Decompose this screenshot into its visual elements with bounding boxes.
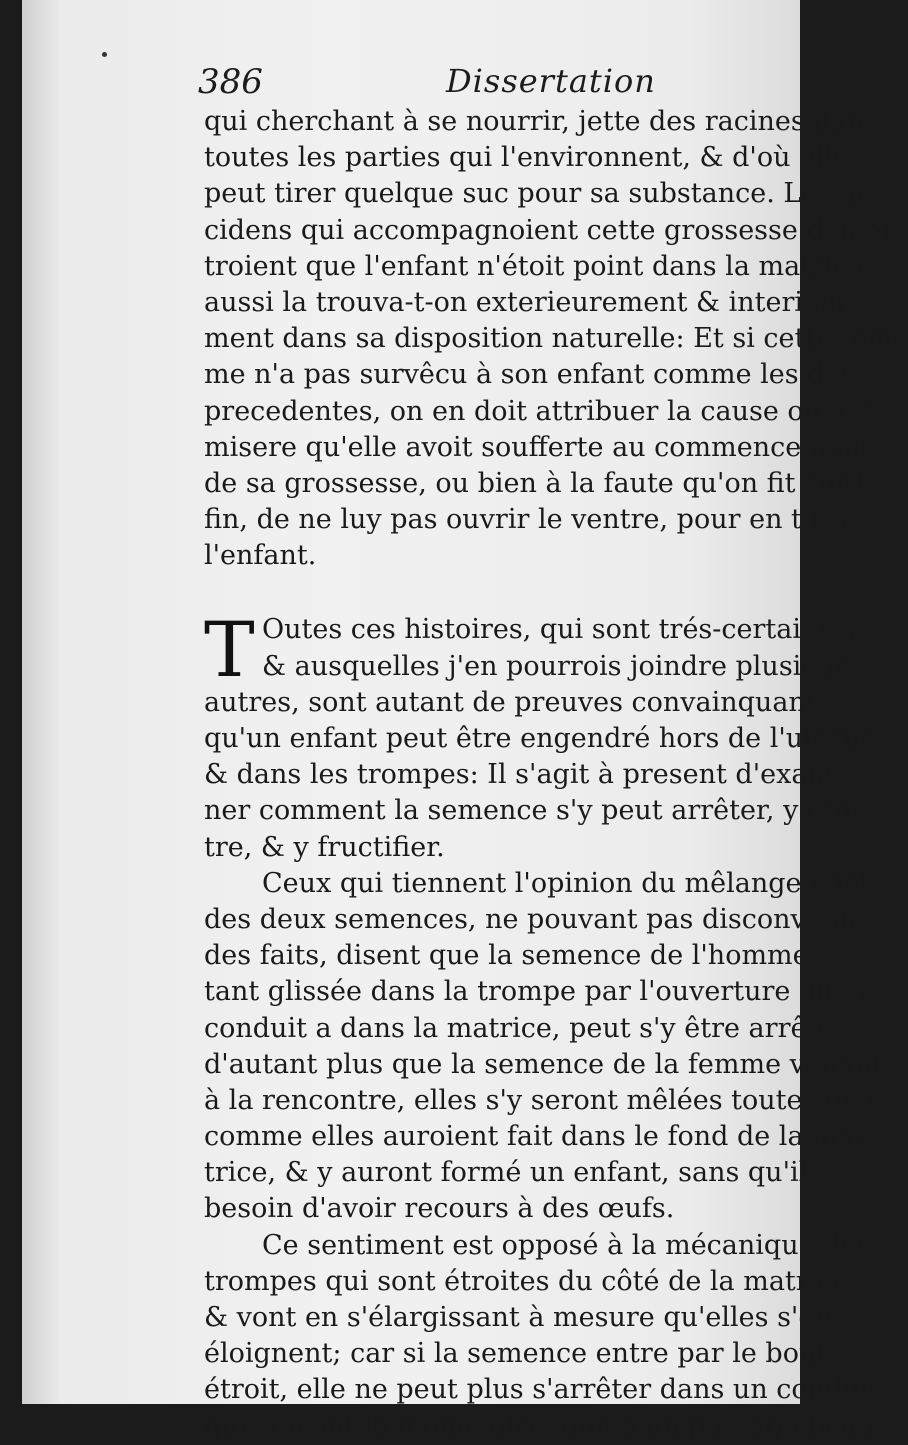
- text-line: misere qu'elle avoit soufferte au commencement: [204, 431, 872, 463]
- ink-spot: [102, 52, 107, 57]
- paragraph-2: [204, 605, 883, 865]
- text-line: trompes qui sont étroites du côté de la matrice,: [204, 1265, 858, 1297]
- text-line: de sa grossesse, ou bien à la faute qu'on fit sur la: [204, 467, 882, 499]
- text-line: Ce sentiment est opposé à la mécanique des: [262, 1229, 871, 1261]
- paragraph-4: [204, 1228, 888, 1445]
- paragraph-1: [204, 104, 908, 574]
- text-line: toutes les parties qui l'environnent, & d'où elle: [204, 142, 849, 174]
- text-line: peut tirer quelque suc pour sa substance. Les ac-: [204, 178, 881, 210]
- text-line: autres, sont autant de preuves convainquantes,: [204, 686, 856, 718]
- paragraph-gap: [204, 574, 794, 612]
- page-header: [22, 60, 800, 110]
- text-line: qui suivant la même direction a un passage beau-: [204, 1410, 884, 1442]
- running-title: Dissertation: [446, 62, 656, 100]
- text-line: & ausquelles j'en pourrois joindre plusieurs: [262, 650, 862, 682]
- page-number: 386: [198, 62, 263, 102]
- text-line: precedentes, on en doit attribuer la cause ou à la: [204, 395, 880, 427]
- text-line: comme elles auroient fait dans le fond de la ma-: [204, 1121, 863, 1153]
- text-line: besoin d'avoir recours à des œufs.: [204, 1193, 675, 1225]
- text-line: ner comment la semence s'y peut arrêter, y croî-: [204, 795, 869, 827]
- text-line: cidens qui accompagnoient cette grossesse démon-: [204, 214, 908, 246]
- text-line: qu'un enfant peut être engendré hors de l'uterus,: [204, 723, 883, 754]
- book-page: [22, 0, 908, 1442]
- text-line: Ceux qui tiennent l'opinion du mêlange égal: [262, 867, 869, 899]
- text-line: l'enfant.: [204, 540, 317, 572]
- text-line: qui cherchant à se nourrir, jette des racines dans: [204, 106, 878, 137]
- text-line: étroit, elle ne peut plus s'arrêter dans un conduit,: [204, 1374, 888, 1406]
- text-line: me n'a pas survêcu à son enfant comme les deux: [204, 359, 874, 391]
- text-line: & dans les trompes: Il s'agit à present d'exami-: [204, 759, 851, 791]
- text-line: trice, & y auront formé un enfant, sans qu'il soit: [204, 1157, 866, 1189]
- drop-cap: T: [204, 605, 255, 695]
- text-line: tant glissée dans la trompe par l'ouverture que ce: [204, 976, 890, 1008]
- text-line: à la rencontre, elles s'y seront mêlées toutes deux: [204, 1084, 891, 1116]
- body-text: [204, 104, 908, 1445]
- first-line-text: Outes ces histoires, qui sont trés-certaines,: [262, 614, 857, 646]
- text-line: aussi la trouva-t-on exterieurement & interieure-: [204, 286, 875, 318]
- text-line: troient que l'enfant n'étoit point dans la matrice:: [204, 250, 873, 282]
- text-line: ment dans sa disposition naturelle: Et si cette fem-: [204, 323, 902, 355]
- text-line: conduit a dans la matrice, peut s'y être arrêté,: [204, 1012, 842, 1044]
- text-line: des deux semences, ne pouvant pas disconvenir: [204, 903, 861, 935]
- text-line: des faits, disent que la semence de l'homme s'é-: [204, 940, 864, 972]
- text-line: & vont en s'élargissant à mesure qu'elles s'en: [204, 1302, 832, 1333]
- paragraph-3: [204, 866, 891, 1228]
- text-line: d'autant plus que la semence de la femme venant: [204, 1048, 883, 1080]
- text-line: éloignent; car si la semence entre par le bout: [204, 1338, 828, 1370]
- text-line: tre, & y fructifier.: [204, 831, 445, 863]
- text-line: fin, de ne luy pas ouvrir le ventre, pour en tirer: [204, 504, 853, 536]
